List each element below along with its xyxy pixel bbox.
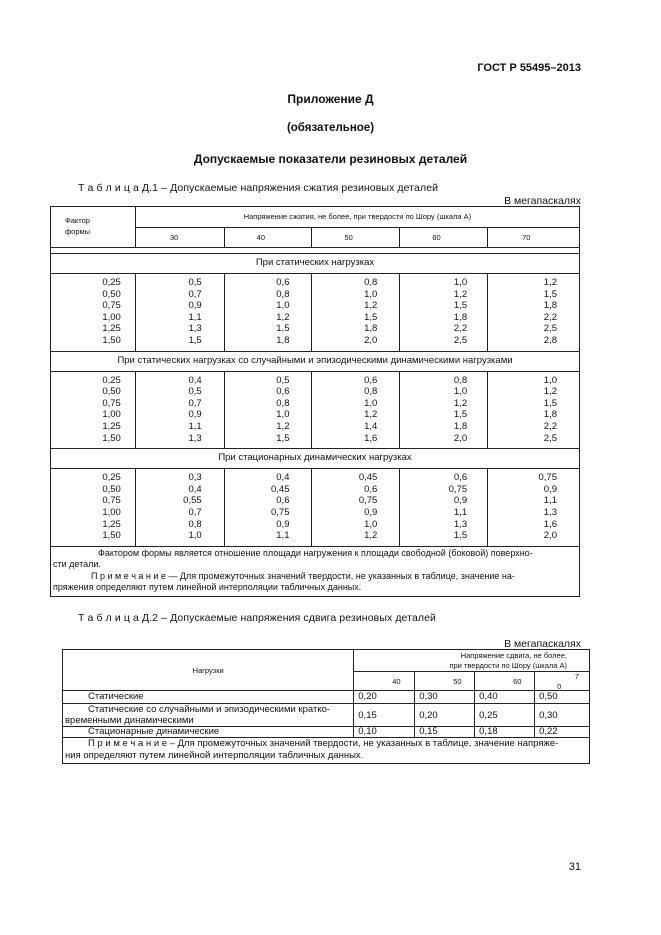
shear-hardness-70-header xyxy=(535,672,590,691)
table1 xyxy=(50,206,580,597)
row-dynamic-label: Стационарные динамические xyxy=(63,727,354,738)
row-static-episodic-line1: Статические со случайными и эпизодическими кратко- xyxy=(88,704,331,715)
appendix-status: (обязательное) xyxy=(286,122,375,134)
table2-units: В мегапаскалях xyxy=(504,638,581,650)
page-number: 31 xyxy=(568,861,581,873)
row-static-episodic-label xyxy=(63,704,354,727)
section-static-title: При статических нагрузках xyxy=(51,254,580,274)
row-static-episodic-h40: 0,15 xyxy=(354,704,415,727)
row-static-episodic-h70: 0,30 xyxy=(535,704,590,727)
section-static-episodic-title: При статических нагрузках со случайными и эпизодическими динамическими нагрузками xyxy=(51,351,580,371)
factor-header xyxy=(51,207,136,248)
values-h70: 0,75 0,9 1,1 1,3 1,6 2,0 xyxy=(488,469,580,547)
row-dynamic-h40: 0,10 xyxy=(354,727,415,738)
section-dynamic-title: При стационарных динамических нагрузках xyxy=(51,449,580,469)
table1-caption: Т а б л и ц а Д.1 – Допускаемые напряжения сжатия резиновых деталей xyxy=(78,182,439,194)
row-static-episodic-line2: временными динамическими xyxy=(65,715,194,726)
factor-header-line1: Фактор xyxy=(65,216,90,225)
row-static-h60: 0,40 xyxy=(475,691,535,704)
row-dynamic-h70: 0,22 xyxy=(535,727,590,738)
appendix-title: Приложение Д xyxy=(287,92,374,106)
compression-group-header: Напряжение сжатия, не более, при твердости по Шору (шкала А) xyxy=(135,207,579,228)
row-dynamic-h60: 0,18 xyxy=(475,727,535,738)
table2-caption: Т а б л и ц а Д.2 – Допускаемые напряжения сдвига резиновых деталей xyxy=(78,612,437,624)
table2 xyxy=(62,649,590,764)
row-static-episodic-h60: 0,25 xyxy=(475,704,535,727)
shear-header-line2: при твердости по Шору (шкала А) xyxy=(449,661,567,670)
values-h60: 0,8 1,0 1,2 1,5 1,8 2,0 xyxy=(400,371,488,449)
values-h70: 1,0 1,2 1,5 1,8 2,2 2,5 xyxy=(488,371,580,449)
shear-hardness-40-header: 40 xyxy=(354,672,415,691)
factor-header-line2: формы xyxy=(65,227,91,236)
t2-note-line-1: П р и м е ч а н и е – Для промежуточных значений твердости, не указанных в таблице, значение напряже- xyxy=(88,738,559,749)
values-h50: 0,45 0,6 0,75 0,9 1,0 1,2 xyxy=(312,469,400,547)
hardness-70-header: 70 xyxy=(488,228,580,248)
values-h50: 0,8 1,0 1,2 1,5 1,8 2,0 xyxy=(312,274,400,352)
row-dynamic-h50: 0,15 xyxy=(415,727,475,738)
hardness-60-header: 60 xyxy=(400,228,488,248)
loads-header: Нагрузки xyxy=(63,650,354,691)
hardness-50-header: 50 xyxy=(312,228,400,248)
appendix-heading: Допускаемые показатели резиновых деталей xyxy=(193,152,468,166)
row-static-label: Статические xyxy=(63,691,354,704)
shear-group-header xyxy=(354,650,590,672)
shear-hardness-70-digit-a: 7 xyxy=(574,672,579,681)
factor-values: 0,25 0,50 0,75 1,00 1,25 1,50 xyxy=(51,371,136,449)
factor-values: 0,25 0,50 0,75 1,00 1,25 1,50 xyxy=(51,469,136,547)
values-h40: 0,4 0,45 0,6 0,75 0,9 1,1 xyxy=(224,469,312,547)
note-line-2: сти детали. xyxy=(53,559,101,570)
values-h30: 0,3 0,4 0,55 0,7 0,8 1,0 xyxy=(135,469,224,547)
values-h60: 1,0 1,2 1,5 1,8 2,2 2,5 xyxy=(400,274,488,352)
table1-note xyxy=(51,546,580,596)
shear-hardness-70-digit-b: 0 xyxy=(557,682,562,691)
values-h50: 0,6 0,8 1,0 1,2 1,4 1,6 xyxy=(312,371,400,449)
shear-header-line1: Напряжение сдвига, не более, xyxy=(460,651,567,660)
note-line-4: пряжения определяют путем линейной интерполяции табличных данных. xyxy=(53,582,362,593)
values-h40: 0,6 0,8 1,0 1,2 1,5 1,8 xyxy=(224,274,312,352)
values-h30: 0,5 0,7 0,9 1,1 1,3 1,5 xyxy=(135,274,224,352)
row-static-episodic-h50: 0,20 xyxy=(415,704,475,727)
values-h60: 0,6 0,75 0,9 1,1 1,3 1,5 xyxy=(400,469,488,547)
row-static-h40: 0,20 xyxy=(354,691,415,704)
t2-note-line-2: ния определяют путем линейной интерполяции табличных данных. xyxy=(65,749,364,761)
table2-note xyxy=(63,738,590,764)
hardness-30-header: 30 xyxy=(135,228,224,248)
table1-units: В мегапаскалях xyxy=(504,195,581,207)
note-line-1: Фактором формы является отношение площади нагружения к площади свободной (боковой) поверхно- xyxy=(98,547,533,558)
shear-hardness-50-header: 50 xyxy=(415,672,475,691)
values-h40: 0,5 0,6 0,8 1,0 1,2 1,5 xyxy=(224,371,312,449)
note-line-3: П р и м е ч а н и е — Для промежуточных значений твердости, не указанных в таблице, значение на- xyxy=(91,570,515,581)
row-static-h50: 0,30 xyxy=(415,691,475,704)
factor-values: 0,25 0,50 0,75 1,00 1,25 1,50 xyxy=(51,274,136,352)
values-h70: 1,2 1,5 1,8 2,2 2,5 2,8 xyxy=(488,274,580,352)
document-id: ГОСТ Р 55495–2013 xyxy=(477,62,581,74)
shear-hardness-60-header: 60 xyxy=(475,672,535,691)
hardness-40-header: 40 xyxy=(224,228,312,248)
values-h30: 0,4 0,5 0,7 0,9 1,1 1,3 xyxy=(135,371,224,449)
row-static-h70: 0,50 xyxy=(535,691,590,704)
